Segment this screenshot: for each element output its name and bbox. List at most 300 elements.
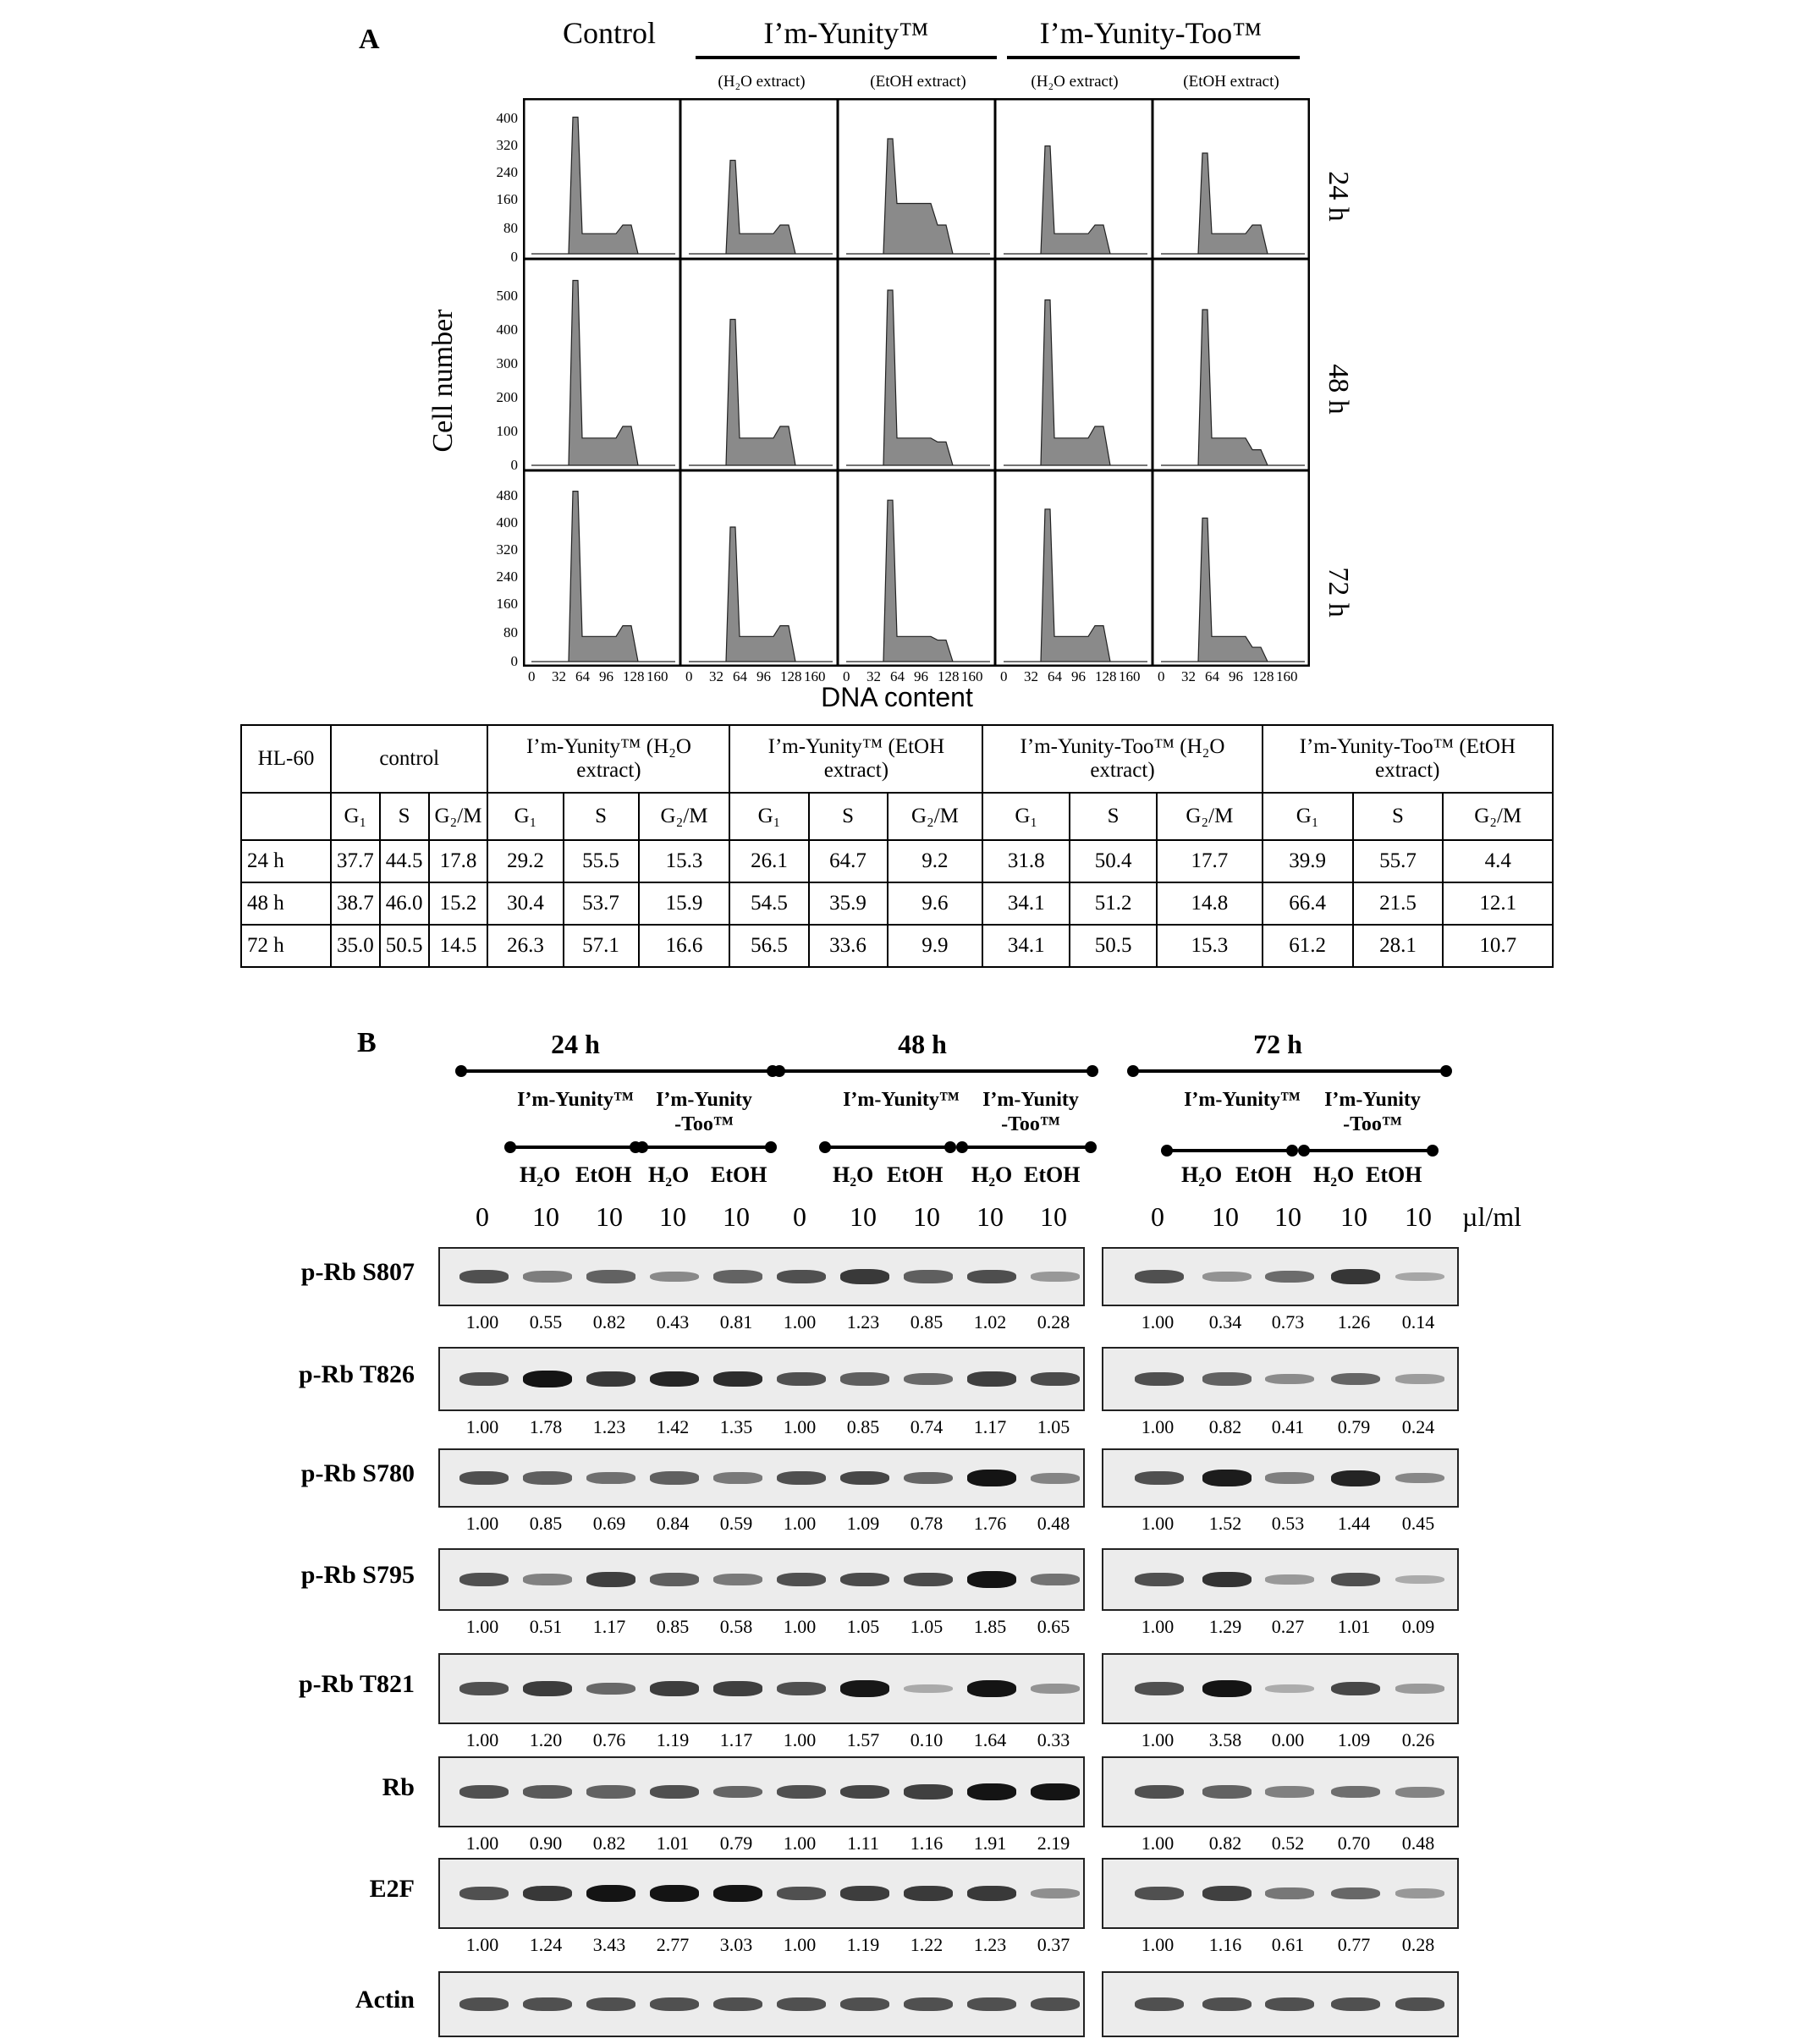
y-ticks-row1 xyxy=(481,110,518,265)
subbar xyxy=(643,1146,772,1149)
time-label-24h: 24 h xyxy=(1323,171,1354,222)
grp-too-line1: I’m-Yunity xyxy=(656,1089,752,1111)
protein-label: p-Rb T826 xyxy=(299,1360,415,1388)
dot xyxy=(819,1141,831,1153)
blot-band xyxy=(650,1371,699,1387)
blot-band xyxy=(713,1270,762,1283)
quant-value: 1.00 xyxy=(783,1832,817,1854)
quant-value: 0.85 xyxy=(910,1311,944,1332)
quant-value: 0.84 xyxy=(656,1513,690,1534)
grp-yunity-72: I’m-Yunity™ xyxy=(1184,1089,1301,1111)
quant-value: 0.79 xyxy=(719,1832,753,1854)
y-tick: 320 xyxy=(496,137,518,153)
phase-header: G₂/M xyxy=(888,793,983,840)
quant-value: 1.00 xyxy=(465,1934,499,1955)
protein-label: p-Rb S807 xyxy=(300,1258,415,1286)
table-row xyxy=(241,925,1553,967)
x-tick: 128 xyxy=(623,668,645,684)
concentration: 10 xyxy=(532,1201,559,1232)
blot-band xyxy=(1331,1269,1380,1284)
quant-value: 0.27 xyxy=(1271,1616,1305,1637)
blot-band xyxy=(1331,1373,1380,1386)
blot-band xyxy=(1202,1886,1252,1900)
quant-value: 1.52 xyxy=(1208,1513,1242,1534)
dot xyxy=(1298,1145,1310,1157)
time-label-72h: 72 h xyxy=(1323,567,1354,618)
table-cell: 38.7 xyxy=(331,882,380,925)
blot-band xyxy=(459,1372,509,1386)
quant-value: 0.43 xyxy=(656,1311,690,1332)
quant-value: 0.51 xyxy=(529,1616,563,1637)
y-ticks-row2 xyxy=(481,288,518,474)
y-tick: 300 xyxy=(496,355,518,371)
y-tick: 400 xyxy=(496,514,518,530)
phase-header: G₁ xyxy=(1263,793,1353,840)
quant-value: 1.17 xyxy=(719,1729,753,1750)
blot-band xyxy=(1265,1472,1314,1483)
quant-value: 1.76 xyxy=(973,1513,1007,1534)
table-cell: 61.2 xyxy=(1263,925,1353,967)
protein-label: Actin xyxy=(355,1986,415,2014)
quant-value: 1.09 xyxy=(846,1513,880,1534)
grp-too-72 xyxy=(1305,1088,1440,1137)
y-tick: 160 xyxy=(496,191,518,207)
blot-band xyxy=(1031,1372,1080,1387)
quant-value: 1.26 xyxy=(1337,1311,1371,1332)
quant-value: 2.19 xyxy=(1037,1832,1070,1854)
row-time: 24 h xyxy=(241,840,331,882)
phase-header: G₂/M xyxy=(429,793,488,840)
col-yunity-h2o: I’m-Yunity™ (H₂O extract) xyxy=(487,725,729,793)
blot-band xyxy=(840,1372,889,1385)
blot-band xyxy=(840,1471,889,1486)
table-cell: 31.8 xyxy=(982,840,1070,882)
y-tick: 400 xyxy=(496,110,518,126)
blot-band xyxy=(1265,1786,1314,1797)
blot-panel xyxy=(1102,1653,1459,1724)
dot xyxy=(1440,1065,1452,1077)
quant-value: 0.37 xyxy=(1037,1934,1070,1955)
y-tick: 80 xyxy=(503,624,518,640)
table-cell: 39.9 xyxy=(1263,840,1353,882)
quant-value: 1.02 xyxy=(973,1311,1007,1332)
concentration: 10 xyxy=(1340,1201,1367,1232)
col-yunity-etoh: I’m-Yunity™ (EtOH extract) xyxy=(729,725,982,793)
y-tick: 320 xyxy=(496,541,518,558)
blot-band xyxy=(1202,1372,1252,1385)
x-tick: 32 xyxy=(1024,668,1038,684)
table-cell: 35.9 xyxy=(809,882,888,925)
y-tick: 200 xyxy=(496,389,518,405)
bar-24h xyxy=(462,1069,773,1073)
quant-value: 1.23 xyxy=(846,1311,880,1332)
blot-band xyxy=(1395,1888,1444,1898)
quant-value: 1.24 xyxy=(529,1934,563,1955)
col-too-h2o: I’m-Yunity-Too™ (H₂O extract) xyxy=(982,725,1262,793)
yunity-too-underline xyxy=(1007,56,1300,59)
blot-band xyxy=(904,1784,953,1799)
quant-value: 1.20 xyxy=(529,1729,563,1750)
phase-header: G₂/M xyxy=(1157,793,1263,840)
quant-value: 1.00 xyxy=(1141,1416,1175,1437)
table-cell: 34.1 xyxy=(982,925,1070,967)
x-tick: 0 xyxy=(1158,668,1165,684)
subheader-etoh-2: (EtOH extract) xyxy=(1183,73,1279,91)
table-row xyxy=(241,882,1553,925)
quant-value: 0.28 xyxy=(1401,1934,1435,1955)
blot-panel xyxy=(438,1548,1085,1611)
quant-value: 1.00 xyxy=(1141,1729,1175,1750)
blot-band xyxy=(459,1785,509,1799)
quant-value: 0.65 xyxy=(1037,1616,1070,1637)
x-tick: 64 xyxy=(1048,668,1062,684)
concentration: 10 xyxy=(1040,1201,1067,1232)
blot-band xyxy=(650,1885,699,1902)
x-tick: 96 xyxy=(756,668,771,684)
quant-value: 0.58 xyxy=(719,1616,753,1637)
blot-band xyxy=(777,1270,826,1283)
histogram xyxy=(1161,518,1305,662)
quant-value: 1.05 xyxy=(1037,1416,1070,1437)
table-cell: 50.4 xyxy=(1070,840,1157,882)
quant-value: 1.00 xyxy=(465,1616,499,1637)
phase-header: G₂/M xyxy=(639,793,730,840)
solv: EtOH xyxy=(1366,1162,1422,1187)
histogram xyxy=(531,118,675,255)
blot-panel xyxy=(438,1347,1085,1411)
quant-value: 1.29 xyxy=(1208,1616,1242,1637)
quant-value: 1.11 xyxy=(847,1832,879,1854)
phase-header: S xyxy=(1070,793,1157,840)
solv: H₂O xyxy=(833,1162,874,1187)
quant-value: 1.00 xyxy=(1141,1616,1175,1637)
quant-value: 1.91 xyxy=(973,1832,1007,1854)
quant-value: 0.45 xyxy=(1401,1513,1435,1534)
table-cell: 51.2 xyxy=(1070,882,1157,925)
table-cell: 14.5 xyxy=(429,925,488,967)
blot-band xyxy=(777,1573,826,1586)
col-too-etoh: I’m-Yunity-Too™ (EtOH extract) xyxy=(1263,725,1553,793)
quant-value: 0.55 xyxy=(529,1311,563,1332)
subbar xyxy=(511,1146,636,1149)
blot-band xyxy=(586,1785,635,1798)
x-tick: 64 xyxy=(575,668,590,684)
blot-band xyxy=(713,1472,762,1484)
quant-value: 0.53 xyxy=(1271,1513,1305,1534)
table-cell: 55.5 xyxy=(564,840,639,882)
protein-label: p-Rb S795 xyxy=(300,1561,415,1589)
blot-band xyxy=(523,1271,572,1282)
subheader-h2o-2: (H₂O extract) xyxy=(1031,73,1119,91)
blot-band xyxy=(1265,1374,1314,1385)
blot-band xyxy=(777,1471,826,1485)
time-24h: 24 h xyxy=(551,1029,600,1059)
quant-value: 0.24 xyxy=(1401,1416,1435,1437)
dot xyxy=(1085,1141,1097,1153)
phase-header: S xyxy=(809,793,888,840)
table-cell: 26.1 xyxy=(729,840,808,882)
histogram xyxy=(846,500,990,662)
histogram xyxy=(1004,509,1147,662)
blot-band xyxy=(1031,1574,1080,1585)
blot-band xyxy=(586,1885,635,1902)
time-48h: 48 h xyxy=(898,1029,947,1059)
blot-band xyxy=(1265,1887,1314,1899)
x-tick: 160 xyxy=(1119,668,1141,684)
x-tick: 96 xyxy=(1071,668,1086,684)
blot-band xyxy=(967,1571,1016,1588)
blot-band xyxy=(650,1272,699,1283)
blot-panel xyxy=(1102,1548,1459,1611)
blot-band xyxy=(459,1270,509,1283)
time-label-48h: 48 h xyxy=(1323,364,1354,415)
solv: H₂O xyxy=(648,1162,690,1187)
quant-value: 1.00 xyxy=(465,1832,499,1854)
quant-value: 1.00 xyxy=(1141,1513,1175,1534)
concentration-row xyxy=(0,1201,1799,1239)
quant-value: 0.74 xyxy=(910,1416,944,1437)
dot xyxy=(455,1065,467,1077)
blot-band xyxy=(1265,1997,1314,2011)
histogram xyxy=(689,161,833,255)
blot-band xyxy=(523,1471,572,1484)
quant-value: 0.78 xyxy=(910,1513,944,1534)
panel-b-letter: B xyxy=(357,1027,377,1058)
blot-band xyxy=(840,1573,889,1587)
blot-band xyxy=(1031,1888,1080,1898)
histogram xyxy=(1004,300,1147,466)
blot-band xyxy=(967,1270,1016,1283)
blot-band xyxy=(523,1886,572,1901)
blot-panel xyxy=(1102,1756,1459,1827)
histogram-grid xyxy=(523,98,1310,667)
blot-band xyxy=(904,1573,953,1587)
x-tick: 128 xyxy=(1095,668,1117,684)
quant-value: 3.58 xyxy=(1208,1729,1242,1750)
quant-value: 1.35 xyxy=(719,1416,753,1437)
quant-value: 0.48 xyxy=(1037,1513,1070,1534)
y-tick: 400 xyxy=(496,321,518,338)
table-cell: 9.6 xyxy=(888,882,983,925)
blot-band xyxy=(523,1997,572,2011)
y-tick: 0 xyxy=(510,249,518,265)
blot-band xyxy=(586,1371,635,1387)
x-tick: 160 xyxy=(1276,668,1298,684)
quant-value: 1.05 xyxy=(910,1616,944,1637)
protein-label: Rb xyxy=(382,1773,415,1801)
y-tick: 160 xyxy=(496,596,518,612)
blot-panel xyxy=(438,1653,1085,1724)
table-cell: 53.7 xyxy=(564,882,639,925)
quant-value: 0.82 xyxy=(1208,1416,1242,1437)
x-axis-label: DNA content xyxy=(821,682,973,712)
row-time: 48 h xyxy=(241,882,331,925)
dot xyxy=(944,1141,956,1153)
x-tick: 32 xyxy=(552,668,566,684)
table-cell: 57.1 xyxy=(564,925,639,967)
blot-band xyxy=(459,1887,509,1900)
blot-band xyxy=(1395,1374,1444,1384)
y-tick: 500 xyxy=(496,288,518,304)
quant-value: 1.16 xyxy=(910,1832,944,1854)
blot-band xyxy=(1202,1997,1252,2011)
grp-too-line2: -Too™ xyxy=(1001,1113,1060,1135)
blot-band xyxy=(523,1785,572,1799)
blot-band xyxy=(1135,1471,1184,1485)
quant-value: 0.85 xyxy=(846,1416,880,1437)
x-tick: 160 xyxy=(804,668,826,684)
blot-band xyxy=(1331,1470,1380,1486)
quant-value: 0.82 xyxy=(592,1311,626,1332)
quant-value: 0.79 xyxy=(1337,1416,1371,1437)
blot-band xyxy=(1031,1783,1080,1800)
quant-value: 1.00 xyxy=(783,1616,817,1637)
table-cell: 15.3 xyxy=(1157,925,1263,967)
blot-band xyxy=(904,1472,953,1485)
blot-band xyxy=(459,1471,509,1485)
histogram xyxy=(689,320,833,466)
quant-value: 0.85 xyxy=(656,1616,690,1637)
quant-value: 1.01 xyxy=(656,1832,690,1854)
blot-band xyxy=(904,1997,953,2011)
quant-value: 0.48 xyxy=(1401,1832,1435,1854)
blot-band xyxy=(1265,1684,1314,1694)
quant-value: 1.09 xyxy=(1337,1729,1371,1750)
x-tick: 64 xyxy=(890,668,905,684)
quant-value: 1.44 xyxy=(1337,1513,1371,1534)
concentration: 0 xyxy=(793,1201,806,1232)
quant-value: 0.09 xyxy=(1401,1616,1435,1637)
histogram xyxy=(689,527,833,662)
blot-panel xyxy=(438,1858,1085,1929)
blot-band xyxy=(840,1269,889,1284)
blot-band xyxy=(1395,1997,1444,2011)
quant-value: 1.00 xyxy=(783,1729,817,1750)
table-row xyxy=(241,840,1553,882)
concentration: 10 xyxy=(913,1201,940,1232)
table-cell: 10.7 xyxy=(1443,925,1553,967)
panel-a-letter: A xyxy=(359,24,380,55)
table-cell: 50.5 xyxy=(380,925,429,967)
protein-label: E2F xyxy=(369,1875,415,1903)
phase-header: S xyxy=(564,793,639,840)
blot-band xyxy=(586,1270,635,1283)
concentration: 10 xyxy=(596,1201,623,1232)
table-cell: 56.5 xyxy=(729,925,808,967)
blot-band xyxy=(650,1997,699,2011)
quant-value: 3.43 xyxy=(592,1934,626,1955)
concentration: 10 xyxy=(850,1201,877,1232)
blot-panel xyxy=(1102,1347,1459,1411)
blot-band xyxy=(459,1573,509,1586)
quant-value: 1.00 xyxy=(783,1934,817,1955)
quant-value: 0.82 xyxy=(592,1832,626,1854)
y-tick: 240 xyxy=(496,164,518,180)
blot-panel xyxy=(1102,1448,1459,1508)
histogram xyxy=(1004,146,1147,255)
phase-header: G₁ xyxy=(982,793,1070,840)
blot-panel xyxy=(438,1448,1085,1508)
blot-band xyxy=(523,1681,572,1696)
quant-value: 1.00 xyxy=(783,1416,817,1437)
phase-row xyxy=(241,793,1553,840)
dot xyxy=(504,1141,516,1153)
x-tick: 128 xyxy=(1252,668,1274,684)
table-cell: 29.2 xyxy=(487,840,563,882)
blot-band xyxy=(967,1783,1016,1800)
quant-value: 0.85 xyxy=(529,1513,563,1534)
quant-value: 1.00 xyxy=(465,1416,499,1437)
quant-value: 0.81 xyxy=(719,1311,753,1332)
blot-band xyxy=(777,1372,826,1386)
grp-yunity-48: I’m-Yunity™ xyxy=(843,1089,960,1111)
concentration: 0 xyxy=(1151,1201,1164,1232)
blot-band xyxy=(967,1371,1016,1386)
grp-too-24 xyxy=(636,1088,772,1137)
blot-band xyxy=(523,1574,572,1585)
table-cell: 15.2 xyxy=(429,882,488,925)
subheader-h2o-1: (H₂O extract) xyxy=(718,73,806,91)
table-cell: 17.8 xyxy=(429,840,488,882)
table-header-row xyxy=(241,725,1553,793)
quant-value: 0.76 xyxy=(592,1729,626,1750)
blot-band xyxy=(1031,1684,1080,1694)
x-tick: 96 xyxy=(914,668,928,684)
histogram xyxy=(1161,310,1305,465)
blot-band xyxy=(713,1574,762,1585)
y-ticks-row3 xyxy=(481,487,518,673)
x-tick: 32 xyxy=(709,668,723,684)
solv: EtOH xyxy=(575,1162,632,1187)
blot-band xyxy=(1202,1272,1252,1282)
cell-cycle-table xyxy=(240,724,1554,968)
blot-band xyxy=(650,1681,699,1695)
blot-band xyxy=(1135,1785,1184,1799)
blot-band xyxy=(904,1373,953,1386)
dot xyxy=(956,1141,968,1153)
control-header: Control xyxy=(562,16,656,50)
blot-band xyxy=(459,1997,509,2011)
quant-value: 2.77 xyxy=(656,1934,690,1955)
quant-value: 1.17 xyxy=(592,1616,626,1637)
grp-too-line2: -Too™ xyxy=(1343,1113,1402,1135)
quant-value: 1.19 xyxy=(656,1729,690,1750)
blot-band xyxy=(840,1886,889,1900)
phase-header: G₁ xyxy=(487,793,563,840)
blot-band xyxy=(1331,1682,1380,1696)
concentration: 10 xyxy=(1405,1201,1432,1232)
quant-value: 1.22 xyxy=(910,1934,944,1955)
quant-value: 0.61 xyxy=(1271,1934,1305,1955)
blot-band xyxy=(1331,1786,1380,1798)
quant-value: 1.16 xyxy=(1208,1934,1242,1955)
table-cell: 37.7 xyxy=(331,840,380,882)
blot-band xyxy=(586,1572,635,1586)
quant-value: 3.03 xyxy=(719,1934,753,1955)
blot-band xyxy=(777,1887,826,1900)
histogram xyxy=(1161,153,1305,254)
table-cell: 14.8 xyxy=(1157,882,1263,925)
concentration: 10 xyxy=(659,1201,686,1232)
solv: EtOH xyxy=(1235,1162,1292,1187)
blot-band xyxy=(1031,1997,1080,2011)
blot-band xyxy=(713,1371,762,1387)
y-axis-label: Cell number xyxy=(427,309,459,453)
quant-value: 0.14 xyxy=(1401,1311,1435,1332)
quant-value: 1.19 xyxy=(846,1934,880,1955)
concentration: 10 xyxy=(723,1201,750,1232)
x-tick: 64 xyxy=(733,668,747,684)
